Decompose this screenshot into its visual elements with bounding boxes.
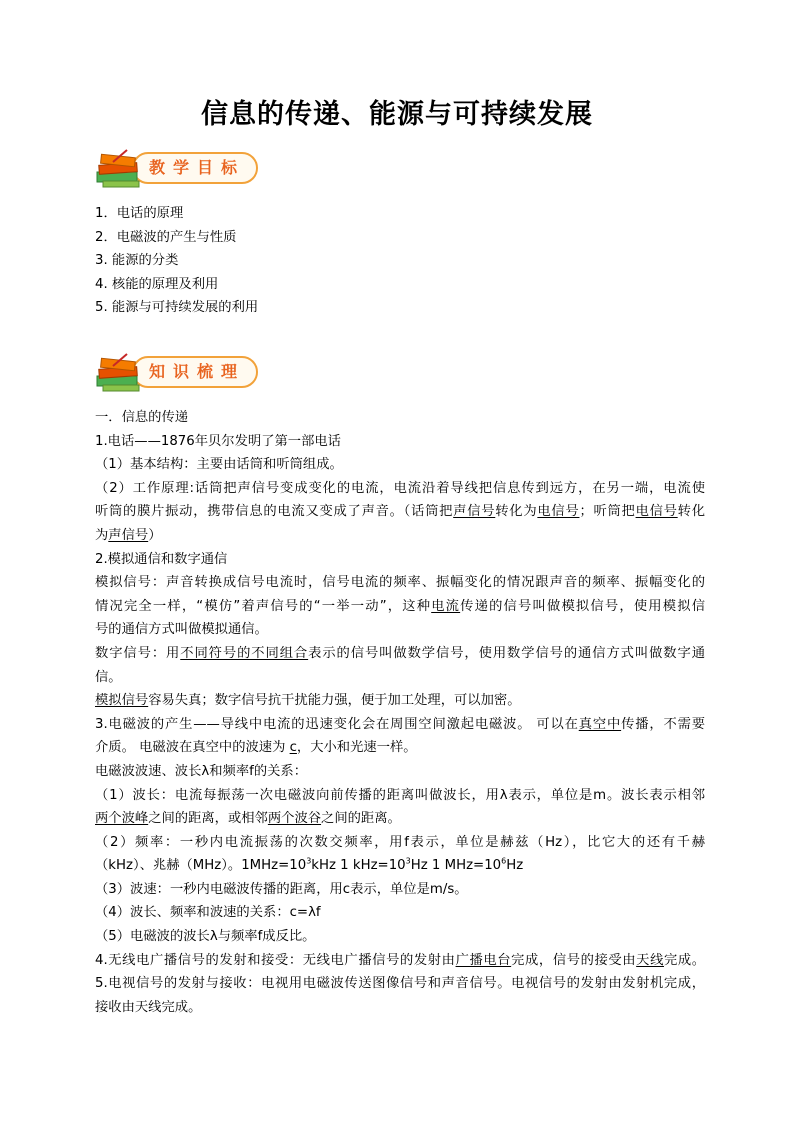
paragraph-line: （2）频率：一秒内电流振荡的次数交频率，用f表示，单位是赫兹（Hz），比它大的还有千赫 [95, 834, 705, 850]
paragraph-line: （kHz）、兆赫（MHz）。$1MHz=10^3kHz$ 1 $kHz=10^3Hz$ 1 $MHz=10^6Hz$ [95, 856, 524, 874]
section-badge-goals [93, 148, 263, 194]
paragraph-line: 数字信号：用不同符号的不同组合表示的信号叫做数学信号，使用数学信号的通信方式叫做数字通 [95, 645, 706, 661]
paragraph-line: 介质。 电磁波在真空中的波速为 c，大小和光速一样。 [95, 740, 417, 756]
badge-label: 知识梳理 [148, 362, 245, 381]
list-item: 4. 核能的原理及利用 [95, 276, 219, 292]
list-item: 1．电话的原理 [95, 206, 184, 221]
paragraph-line: 号的通信方式叫做模拟通信。 [95, 622, 268, 638]
paragraph-line: 听筒的膜片振动，携带信息的电流又变成了声音。（话筒把声信号转化为电信号；听筒把电信号转化 [95, 504, 705, 520]
paragraph-line: 模拟信号容易失真；数字信号抗干扰能力强，便于加工处理，可以加密。 [95, 693, 521, 709]
list-item: 3. 能源的分类 [95, 253, 179, 269]
paragraph-line: 接收由天线完成。 [95, 999, 202, 1015]
page-title: 信息的传递、能源与可持续发展 [201, 99, 593, 130]
section-heading: 2.模拟通信和数字通信 [95, 551, 228, 567]
paragraph-line: 两个波峰之间的距离，或相邻两个波谷之间的距离。 [95, 811, 401, 827]
paragraph-line: （3）波速：一秒内电磁波传播的距离，用c表示，单位是m/s。 [95, 881, 468, 897]
paragraph-line: （1）基本结构：主要由话筒和听筒组成。 [95, 457, 343, 473]
paragraph-line: 情况完全一样，“模仿”着声信号的“一举一动”，这种电流传递的信号叫做模拟信号，使用模拟信 [95, 598, 706, 614]
paragraph-line: 模拟信号：声音转换成信号电流时，信号电流的频率、振幅变化的情况跟声音的频率、振幅变化的 [95, 575, 705, 591]
paragraph-line: 电磁波波速、波长λ和频率f的关系： [95, 763, 308, 779]
paragraph-line: （5）电磁波的波长λ与频率f成反比。 [95, 929, 316, 945]
list-item: 5. 能源与可持续发展的利用 [95, 300, 259, 316]
section-badge-knowledge [93, 352, 263, 398]
paragraph-line: （4）波长、频率和波速的关系：c=λf [95, 905, 321, 921]
goals-list [95, 202, 705, 320]
knowledge-body [95, 406, 705, 1019]
paragraph-line: 为声信号） [95, 527, 162, 543]
paragraph-line: 5.电视信号的发射与接收：电视用电磁波传送图像信号和声音信号。电视信号的发射由发射机完成， [95, 976, 705, 992]
section-heading: 一．信息的传递 [95, 410, 189, 425]
paragraph-line: （2）工作原理:话筒把声信号变成变化的电流，电流沿着导线把信息传到远方，在另一端，电流使 [95, 480, 705, 496]
list-item: 2．电磁波的产生与性质 [95, 229, 237, 245]
paragraph-line: 3.电磁波的产生——导线中电流的迅速变化会在周围空间激起电磁波。 可以在真空中传播，不需要 [95, 716, 706, 732]
paragraph-line: 4.无线电广播信号的发射和接受：无线电广播信号的发射由广播电台完成，信号的接受由天线完成。 [95, 952, 706, 968]
paragraph-line: （1）波长：电流每振荡一次电磁波向前传播的距离叫做波长，用λ表示，单位是m。波长表示相邻 [95, 787, 705, 803]
paragraph-line: 1.电话——1876年贝尔发明了第一部电话 [95, 433, 341, 449]
paragraph-line: 信。 [95, 669, 122, 685]
badge-label: 教学目标 [148, 158, 245, 177]
